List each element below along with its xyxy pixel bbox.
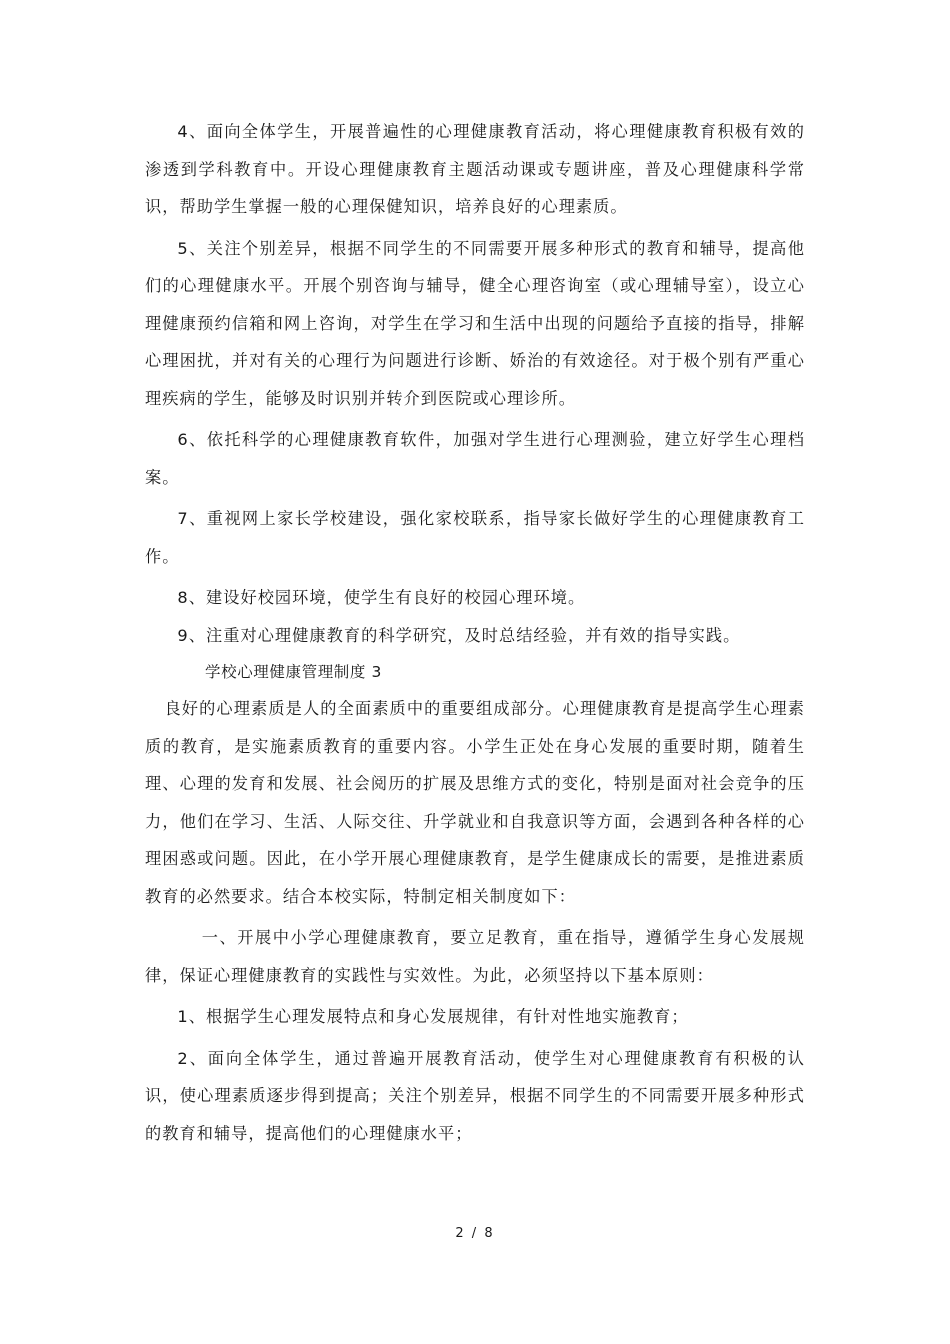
section-heading: 学校心理健康管理制度 3: [205, 663, 382, 681]
document-body: [145, 113, 805, 1156]
principle-item-2: 2、面向全体学生，通过普遍开展教育活动，使学生对心理健康教育有积极的认识，使心理素质逐步得到提高；关注个别差异，根据不同学生的不同需要开展多种形式的教育和辅导，提高他们的心理健康水平；: [145, 1048, 805, 1143]
principle-item-1: 1、根据学生心理发展特点和身心发展规律，有针对性地实施教育；: [177, 1007, 689, 1026]
paragraph-item-8: 8、建设好校园环境，使学生有良好的校园心理环境。: [177, 588, 586, 607]
page-number: 2 / 8: [455, 1226, 495, 1241]
paragraph-item-5: 5、关注个别差异，根据不同学生的不同需要开展多种形式的教育和辅导，提高他们的心理健康水平。开展个别咨询与辅导，健全心理咨询室（或心理辅导室），设立心理健康预约信箱和网上咨询，对学生在学习和生活中出现的问题给予直接的指导，排解心理困扰，并对有关的心理行为问题进行诊断、娇治的有效途径。对于极个别有严重心理疾病的学生，能够及时识别并转介到医院或心理诊所。: [145, 238, 805, 408]
intro-paragraph: 良好的心理素质是人的全面素质中的重要组成部分。心理健康教育是提高学生心理素质的教育，是实施素质教育的重要内容。小学生正处在身心发展的重要时期，随着生理、心理的发育和发展、社会阅历的扩展及思维方式的变化，特别是面对社会竞争的压力，他们在学习、生活、人际交往、升学就业和自我意识等方面，会遇到各种各样的心理困惑或问题。因此，在小学开展心理健康教育，是学生健康成长的需要，是推进素质教育的必然要求。结合本校实际，特制定相关制度如下：: [145, 699, 805, 906]
principle-paragraph: 一、开展中小学心理健康教育，要立足教育，重在指导，遵循学生身心发展规律，保证心理健康教育的实践性与实效性。为此，必须坚持以下基本原则：: [145, 928, 805, 985]
paragraph-item-9: 9、注重对心理健康教育的科学研究，及时总结经验，并有效的指导实践。: [177, 625, 741, 645]
paragraph-item-6: 6、依托科学的心理健康教育软件，加强对学生进行心理测验，建立好学生心理档案。: [145, 430, 805, 487]
paragraph-item-4: 4、面向全体学生，开展普遍性的心理健康教育活动，将心理健康教育积极有效的渗透到学科教育中。开设心理健康教育主题活动课或专题讲座，普及心理健康科学常识，帮助学生掌握一般的心理保健知识，培养良好的心理素质。: [145, 122, 805, 216]
paragraph-item-7: 7、重视网上家长学校建设，强化家校联系，指导家长做好学生的心理健康教育工作。: [145, 509, 805, 566]
